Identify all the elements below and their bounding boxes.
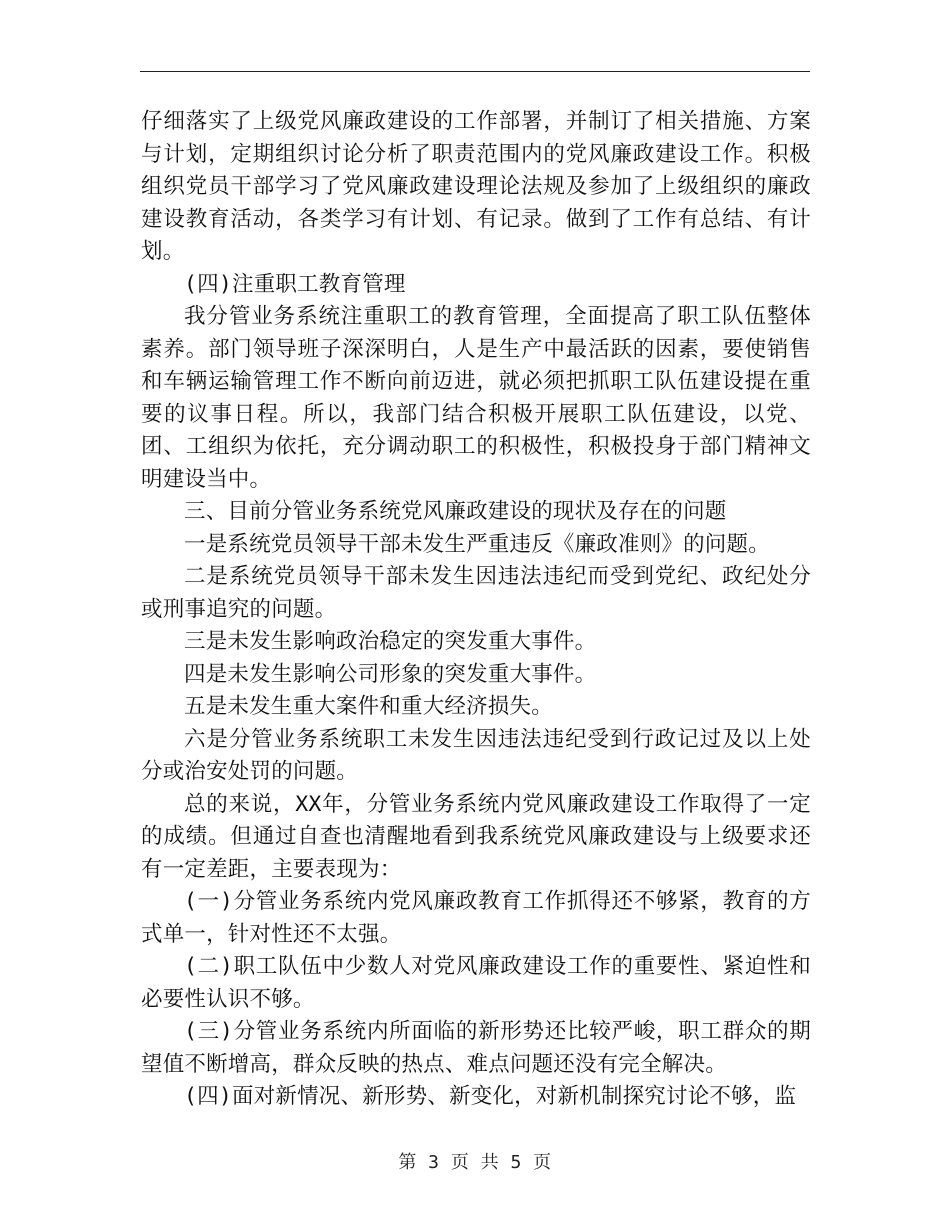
paragraph: 六是分管业务系统职工未发生因违法违纪受到行政记过及以上处分或治安处罚的问题。 <box>141 726 811 784</box>
section-heading: 三、目前分管业务系统党风廉政建设的现状及存在的问题 <box>184 499 727 524</box>
paragraph: 四是未发生影响公司形象的突发重大事件。 <box>184 661 597 687</box>
paragraph: 总的来说，XX年，分管业务系统内党风廉政建设工作取得了一定的成绩。但通过自查也清醒地看到我系统党风廉政建设与上级要求还有一定差距，主要表现为： <box>141 791 811 882</box>
paragraph: 二是系统党员领导干部未发生因违法违纪而受到党纪、政纪处分或刑事追究的问题。 <box>141 564 811 622</box>
paragraph: 一是系统党员领导干部未发生严重违反《廉政准则》的问题。 <box>184 531 770 557</box>
header-rule <box>140 71 810 72</box>
document-body <box>141 106 811 1114</box>
paragraph: 五是未发生重大案件和重大经济损失。 <box>184 694 553 719</box>
section-heading: (四)注重职工教育管理 <box>184 271 406 297</box>
paragraph: (二)职工队伍中少数人对党风廉政建设工作的重要性、紧迫性和必要性认识不够。 <box>141 954 811 1012</box>
paragraph: (四)面对新情况、新形势、新变化，对新机制探究讨论不够，监 <box>184 1084 797 1109</box>
paragraph: 仔细落实了上级党风廉政建设的工作部署，并制订了相关措施、方案与计划，定期组织讨论分析了职责范围内的党风廉政建设工作。积极组织党员干部学习了党风廉政建设理论法规及参加了上级组织的廉政建设教育活动，各类学习有计划、有记录。做到了工作有总结、有计划。 <box>141 109 811 264</box>
paragraph: 我分管业务系统注重职工的教育管理，全面提高了职工队伍整体素养。部门领导班子深深明白，人是生产中最活跃的因素，要使销售和车辆运输管理工作不断向前迈进，就必须把抓职工队伍建设提在重要的议事日程。所以，我部门结合积极开展职工队伍建设，以党、团、工组织为依托，充分调动职工的积极性，积极投身于部门精神文明建设当中。 <box>141 304 811 492</box>
paragraph: (一)分管业务系统内党风廉政教育工作抓得还不够紧，教育的方式单一，针对性还不太强。 <box>141 889 811 947</box>
page-number-footer: 第 3 页 共 5 页 <box>398 1152 552 1173</box>
paragraph: 三是未发生影响政治稳定的突发重大事件。 <box>184 629 597 654</box>
paragraph: (三)分管业务系统内所面临的新形势还比较严峻，职工群众的期望值不断增高，群众反映的热点、难点问题还没有完全解决。 <box>141 1019 811 1077</box>
